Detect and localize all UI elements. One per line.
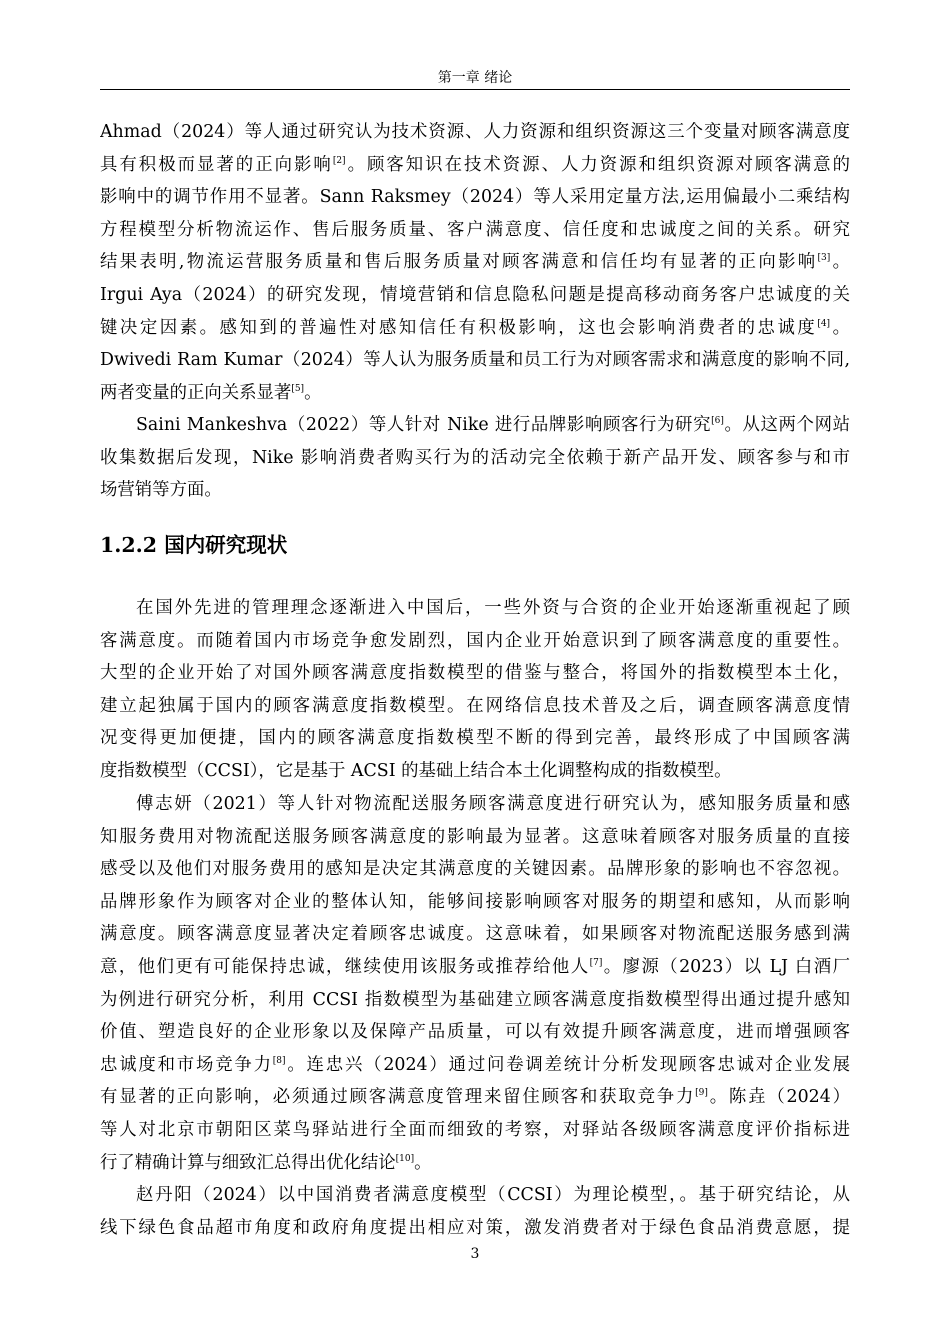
text-segment: 。连忠兴（2024）通过问卷调差统计分析发现顾客忠诚对企业发展 <box>285 1054 850 1075</box>
text-segment: 。廖源（2023）以 LJ 白酒厂 <box>602 956 850 977</box>
text-line <box>100 181 850 214</box>
text-segment: 价值、塑造良好的企业形象以及保障产品质量，可以有效提升顾客满意度，进而增强顾客 <box>100 1022 850 1043</box>
text-segment: 感受以及他们对服务费用的感知是决定其满意度的关键因素。品牌形象的影响也不容忽视。 <box>100 859 850 880</box>
text-segment: 。从这两个网站 <box>723 415 850 435</box>
text-segment: 忠诚度和市场竞争力 <box>100 1054 273 1075</box>
text-line <box>100 918 850 951</box>
text-line <box>100 788 850 821</box>
paragraph-domestic-research-2 <box>100 788 850 1179</box>
paragraph-foreign-research-2 <box>100 409 850 507</box>
text-segment: 。陈垚（2024） <box>707 1087 850 1108</box>
text-line <box>100 886 850 919</box>
running-header: 第一章 绪论 <box>437 70 513 86</box>
citation-marker: [4] <box>817 318 831 329</box>
citation-marker: [5] <box>291 383 305 394</box>
text-line <box>100 984 850 1017</box>
text-segment: 有显著的正向影响，必须通过顾客满意度管理来留住顾客和获取竞争力 <box>100 1087 696 1108</box>
text-segment: Irgui Aya（2024）的研究发现，情境营销和信息隐私问题是提高移动商务客户忠诚度的关 <box>100 284 850 305</box>
text-line <box>100 592 850 625</box>
text-line <box>100 755 850 788</box>
text-segment: 为例进行研究分析，利用 CCSI 指数模型为基础建立顾客满意度指数模型得出通过提升感知 <box>100 989 850 1010</box>
text-line <box>100 409 850 442</box>
text-line <box>100 442 850 475</box>
text-segment: 赵丹阳（2024）以中国消费者满意度模型（CCSI）为理论模型，。基于研究结论，从 <box>136 1185 850 1205</box>
text-segment: 品牌形象作为顾客对企业的整体认知，能够间接影响顾客对服务的期望和感知，从而影响 <box>100 891 850 912</box>
text-segment: 。 <box>414 1152 432 1173</box>
text-segment: 影响中的调节作用不显著。Sann Raksmey（2024）等人采用定量方法,运用偏最小二乘结构 <box>100 187 850 208</box>
text-segment: 场营销等方面。 <box>100 480 222 501</box>
text-line <box>100 625 850 658</box>
text-segment: 两者变量的正向关系显著 <box>100 382 292 403</box>
text-line <box>100 657 850 690</box>
text-segment: 。 <box>304 382 322 403</box>
text-segment: 傅志妍（2021）等人针对物流配送服务顾客满意度进行研究认为，感知服务质量和感 <box>136 794 850 814</box>
text-segment: 线下绿色食品超市角度和政府角度提出相应对策，激发消费者对于绿色食品消费意愿，提 <box>100 1217 850 1238</box>
text-segment: 具有积极而显著的正向影响 <box>100 154 333 175</box>
paragraph-foreign-research-1 <box>100 116 850 409</box>
text-line <box>100 821 850 854</box>
text-line <box>100 149 850 182</box>
text-line <box>100 1081 850 1114</box>
text-line <box>100 214 850 247</box>
text-segment: Ahmad（2024）等人通过研究认为技术资源、人力资源和组织资源这三个变量对顾客满意度 <box>100 122 850 142</box>
text-segment: Dwivedi Ram Kumar（2024）等人认为服务质量和员工行为对顾客需求和满意度的影响不同, <box>100 350 850 371</box>
text-line <box>100 474 850 507</box>
text-segment: 在国外先进的管理理念逐渐进入中国后，一些外资与合资的企业开始逐渐重视起了顾 <box>136 598 850 618</box>
text-line <box>100 1212 850 1245</box>
text-segment: 。 <box>830 317 850 338</box>
text-segment: 键决定因素。感知到的普遍性对感知信任有积极影响，这也会影响消费者的忠诚度 <box>100 317 818 338</box>
text-line <box>100 312 850 345</box>
text-line <box>100 116 850 149</box>
text-segment: 意，他们更有可能保持忠诚，继续使用该服务或推荐给他人 <box>100 956 590 977</box>
text-line <box>100 1179 850 1212</box>
text-segment: 行了精确计算与细致汇总得出优化结论 <box>100 1152 396 1173</box>
text-line <box>100 951 850 984</box>
text-segment: 等人对北京市朝阳区菜鸟驿站进行全面而细致的考察，对驿站各级顾客满意度评价指标进 <box>100 1119 850 1140</box>
text-segment: 。顾客知识在技术资源、人力资源和组织资源对顾客满意的 <box>345 154 850 175</box>
citation-marker: [6] <box>711 416 724 426</box>
text-segment: Saini Mankeshva（2022）等人针对 Nike 进行品牌影响顾客行为研究 <box>136 415 712 435</box>
text-segment: 收集数据后发现，Nike 影响消费者购买行为的活动完全依赖于新产品开发、顾客参与和市 <box>100 447 850 468</box>
text-line <box>100 690 850 723</box>
citation-marker: [7] <box>589 957 603 968</box>
citation-marker: [3] <box>817 253 831 264</box>
text-line <box>100 1016 850 1049</box>
text-line <box>100 722 850 755</box>
section-heading: 1.2.2 国内研究现状 <box>100 533 288 557</box>
text-line <box>100 279 850 312</box>
citation-marker: [8] <box>272 1055 286 1066</box>
text-segment: 满意度。顾客满意度显著决定着顾客忠诚度。这意味着，如果顾客对物流配送服务感到满 <box>100 924 850 945</box>
text-segment: 建立起独属于国内的顾客满意度指数模型。在网络信息技术普及之后，调查顾客满意度情 <box>100 695 850 716</box>
page-number: 3 <box>470 1246 480 1262</box>
text-line <box>100 853 850 886</box>
citation-marker: [10] <box>395 1153 415 1164</box>
text-line <box>100 246 850 279</box>
text-segment: 大型的企业开始了对国外顾客满意度指数模型的借鉴与整合，将国外的指数模型本土化， <box>100 663 850 684</box>
text-segment: 方程模型分析物流运作、售后服务质量、客户满意度、信任度和忠诚度之间的关系。研究 <box>100 219 850 240</box>
text-segment: 度指数模型（CCSI），它是基于 ACSI 的基础上结合本土化调整构成的指数模型。 <box>100 760 732 781</box>
paragraph-domestic-research-1 <box>100 592 850 788</box>
header-divider <box>100 89 850 90</box>
text-segment: 知服务费用对物流配送服务顾客满意度的影响最为显著。这意味着顾客对服务质量的直接 <box>100 826 850 847</box>
text-line <box>100 1114 850 1147</box>
text-line <box>100 377 850 410</box>
text-line <box>100 1049 850 1082</box>
paragraph-domestic-research-3 <box>100 1179 850 1244</box>
text-segment: 客满意度。而随着国内市场竞争愈发剧烈，国内企业开始意识到了顾客满意度的重要性。 <box>100 630 850 651</box>
text-segment: 。 <box>830 252 850 273</box>
text-line <box>100 344 850 377</box>
citation-marker: [9] <box>695 1088 708 1099</box>
citation-marker: [2] <box>332 155 346 166</box>
text-segment: 结果表明,物流运营服务质量和售后服务质量对顾客满意和信任均有显著的正向影响 <box>100 252 818 273</box>
text-line <box>100 1147 850 1180</box>
text-segment: 况变得更加便捷，国内的顾客满意度指数模型不断的得到完善，最终形成了中国顾客满 <box>100 728 850 749</box>
